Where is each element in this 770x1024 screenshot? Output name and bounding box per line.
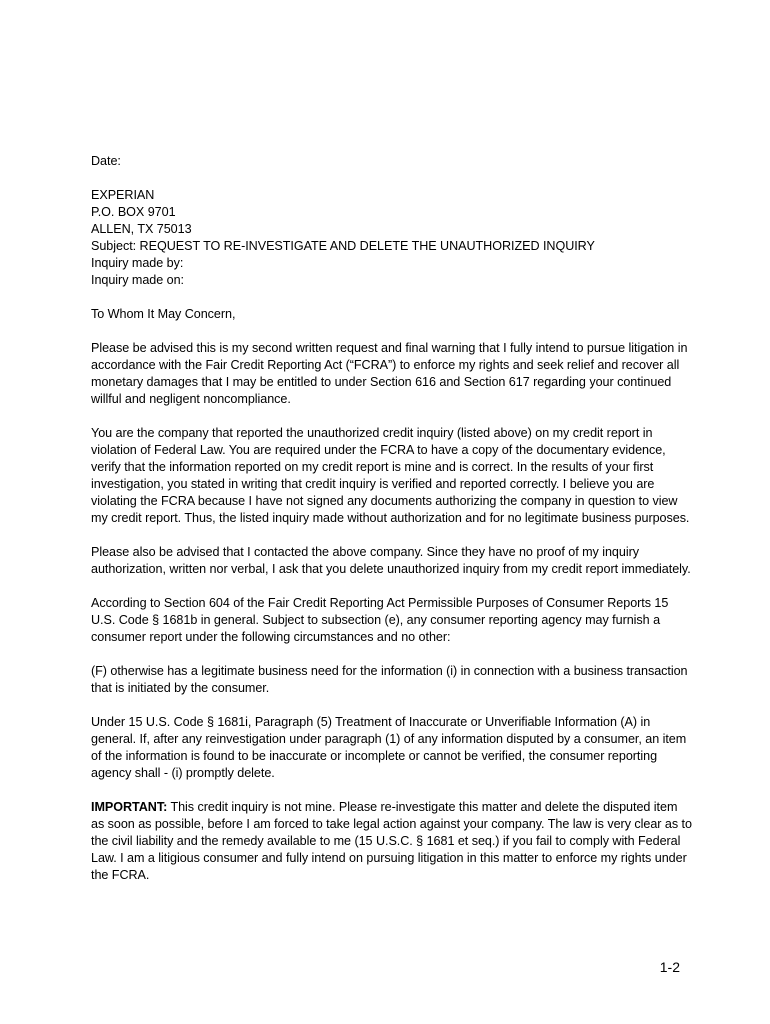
inquiry-made-on: Inquiry made on: xyxy=(91,273,185,287)
paragraph-section-604: According to Section 604 of the Fair Credit Reporting Act Permissible Purposes of Consumer Reports 15 U.S. Code § 1681b in general. Subject to subsection (e), any consumer reporting agency may furnish a consumer report under the following circumstances and no other: xyxy=(91,596,669,644)
date-label: Date: xyxy=(91,154,121,168)
paragraph-contacted-company: Please also be advised that I contacted the above company. Since they have no proof of my inquiry authorization, written nor verbal, I ask that you delete unauthorized inquiry from my credit report immediately. xyxy=(91,545,691,576)
important-label: IMPORTANT: xyxy=(91,800,168,814)
subject-line: Subject: REQUEST TO RE-INVESTIGATE AND DELETE THE UNAUTHORIZED INQUIRY xyxy=(91,239,595,253)
paragraph-important xyxy=(91,799,693,884)
recipient-address-line1: P.O. BOX 9701 xyxy=(91,205,176,219)
recipient-address-line2: ALLEN, TX 75013 xyxy=(91,222,192,236)
paragraph-violation: You are the company that reported the unauthorized credit inquiry (listed above) on my credit report in violation of Federal Law. You are required under the FCRA to have a copy of the documentary evidence, verify that the information reported on my credit report is mine and is correct. In the results of your first investigation, you stated in writing that credit inquiry is verified and reported correctly. I believe you are violating the FCRA because I have not signed any documents authorizing the company in question to view my credit report. Thus, the listed inquiry made without authorization and for no legitimate business purposes. xyxy=(91,426,690,525)
important-text: This credit inquiry is not mine. Please re-investigate this matter and delete the disputed item as soon as possible, before I am forced to take legal action against your company. The law is very clear as to the civil liability and the remedy available to me (15 U.S.C. § 1681 et seq.) if you fail to comply with Federal Law. I am a litigious consumer and fully intend on pursuing litigation in this matter to enforce my rights under the FCRA. xyxy=(91,800,692,882)
salutation: To Whom It May Concern, xyxy=(91,307,236,321)
page-number: 1-2 xyxy=(659,959,680,975)
recipient-block xyxy=(91,187,693,289)
recipient-name: EXPERIAN xyxy=(91,188,155,202)
letter-body xyxy=(91,153,693,901)
inquiry-made-by: Inquiry made by: xyxy=(91,256,184,270)
paragraph-warning: Please be advised this is my second written request and final warning that I fully intend to pursue litigation in accordance with the Fair Credit Reporting Act (“FCRA”) to enforce my rights and seek relief and recover all monetary damages that I may be entitled to under Section 616 and Section 617 regarding your continued willful and negligent noncompliance. xyxy=(91,341,688,406)
paragraph-section-1681i: Under 15 U.S. Code § 1681i, Paragraph (5) Treatment of Inaccurate or Unverifiable Information (A) in general. If, after any reinvestigation under paragraph (1) of any information disputed by a consumer, an item of the information is found to be inaccurate or incomplete or cannot be verified, the consumer reporting agency shall - (i) promptly delete. xyxy=(91,715,687,780)
paragraph-legitimate-need: (F) otherwise has a legitimate business need for the information (i) in connection with a business transaction that is initiated by the consumer. xyxy=(91,664,688,695)
date-block xyxy=(91,153,693,170)
